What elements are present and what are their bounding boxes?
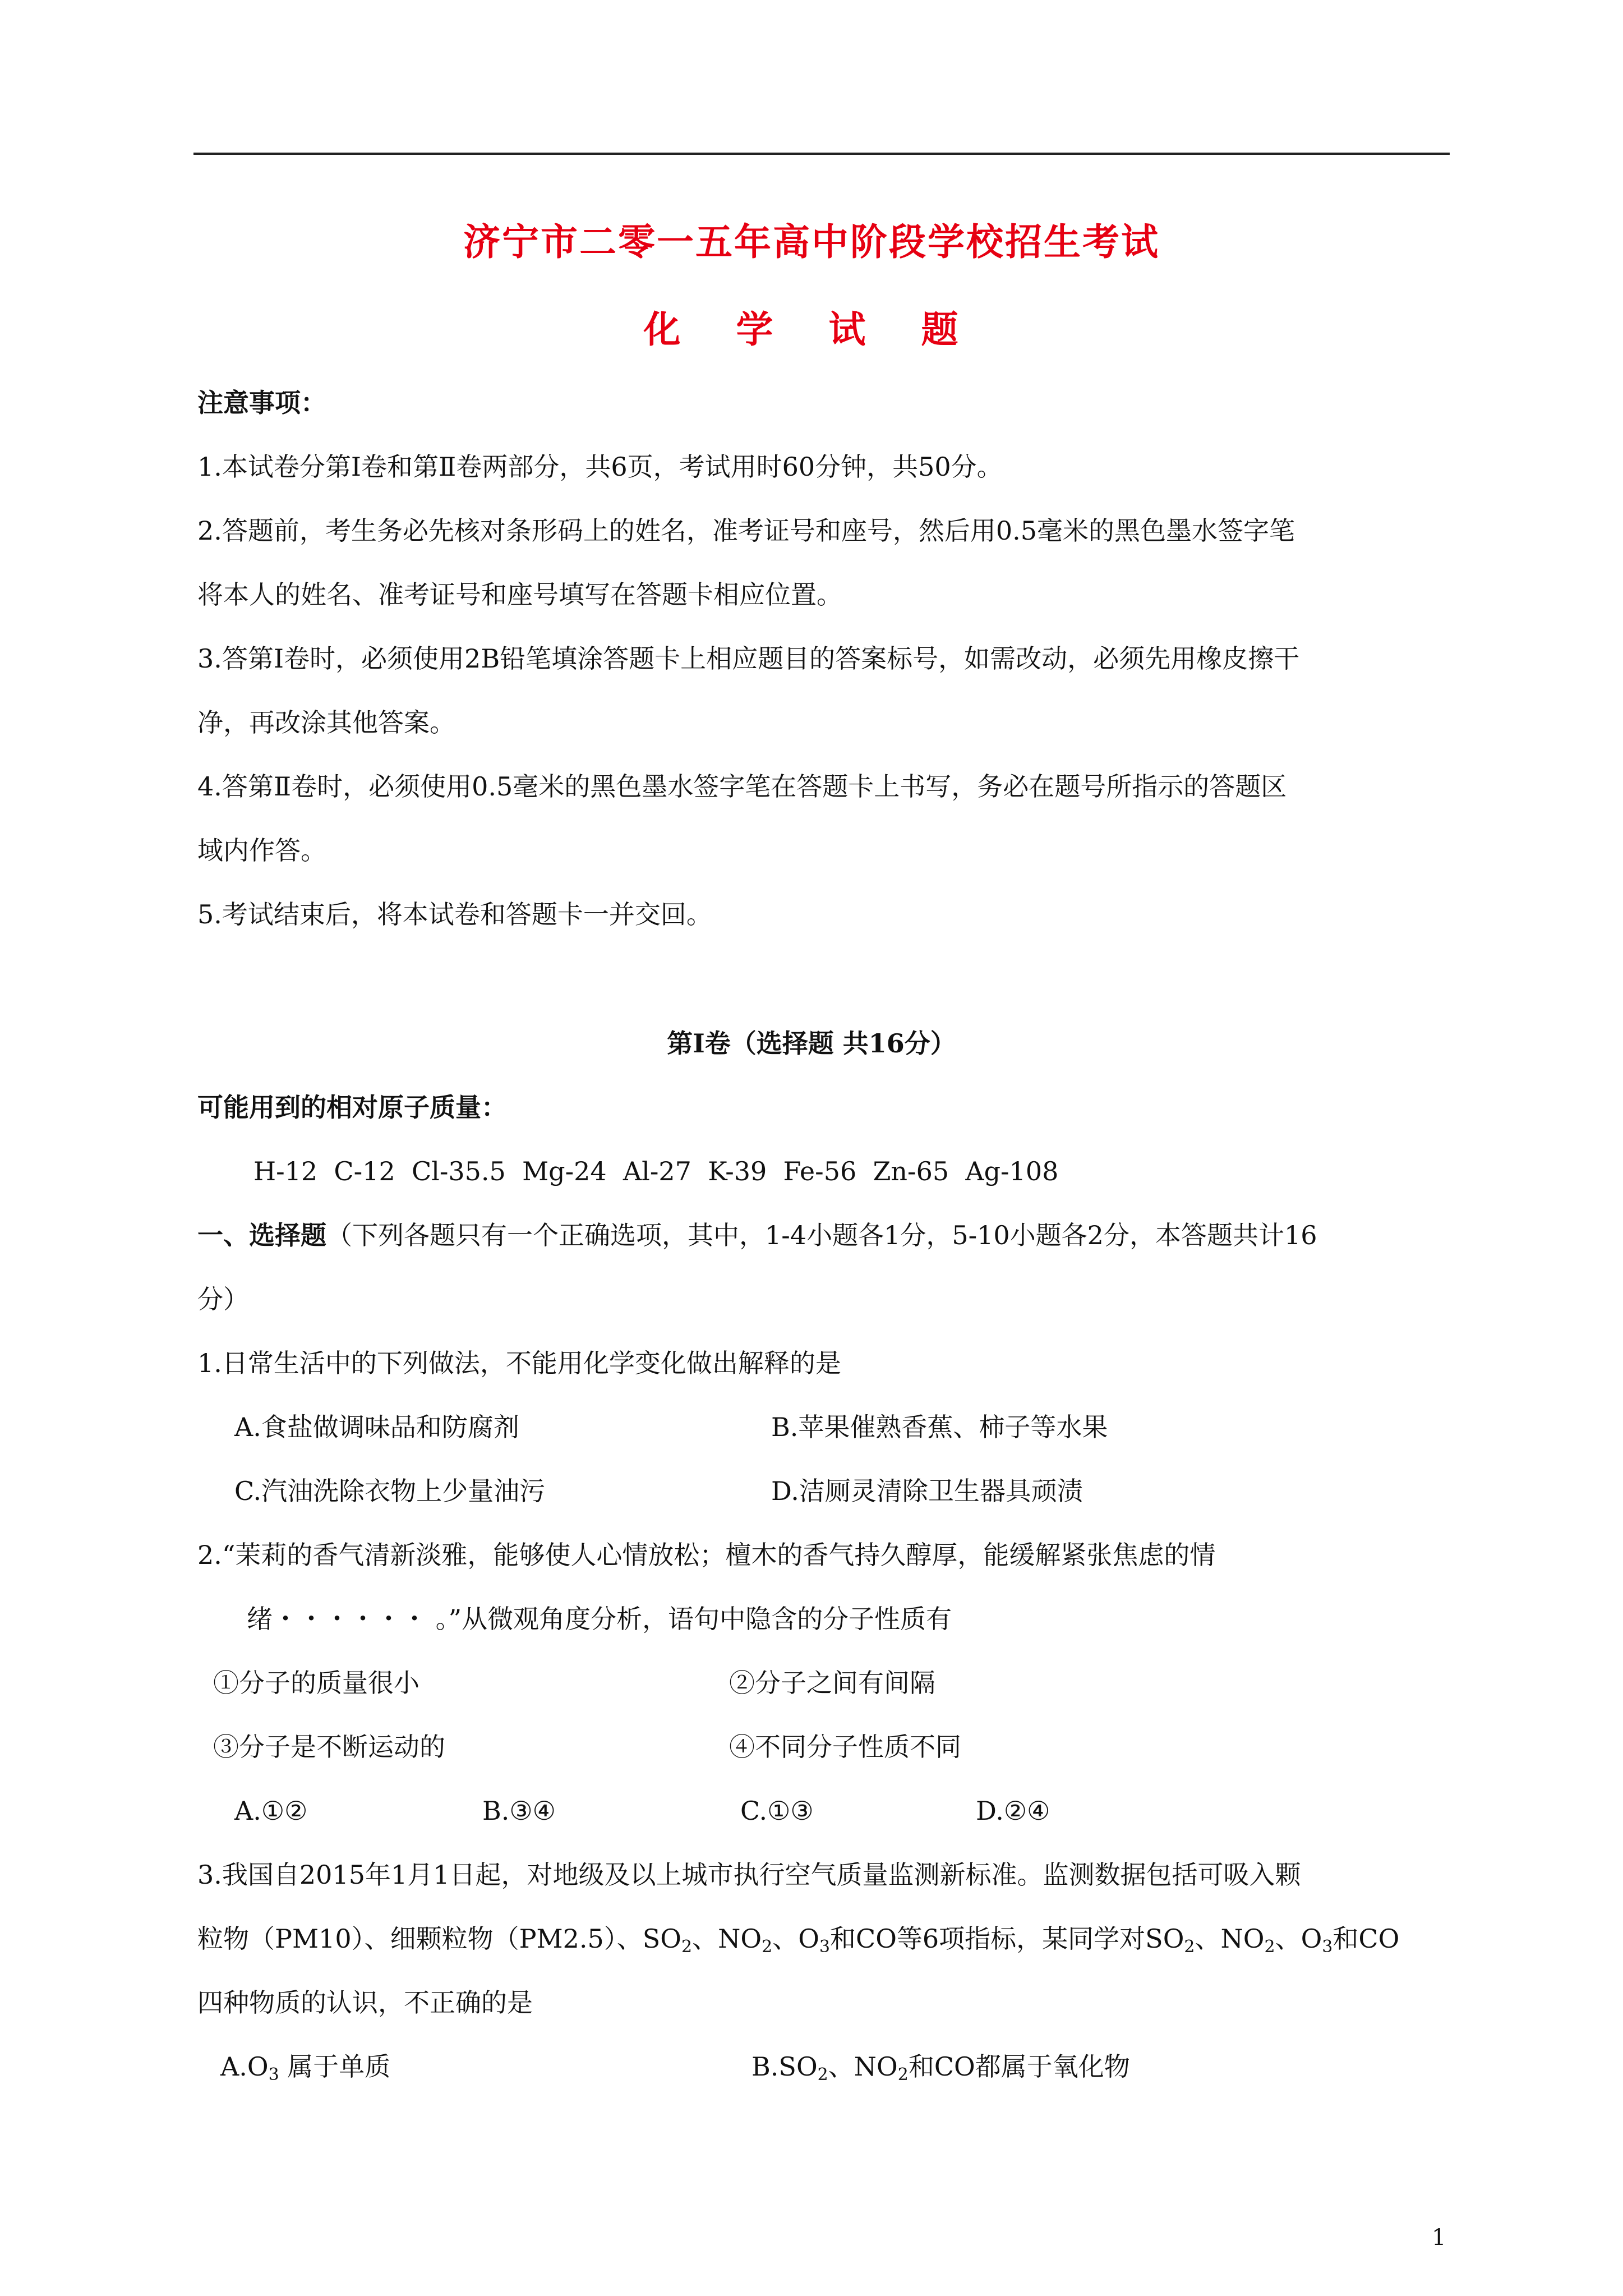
- question-2-option-b: B.③④: [482, 1796, 556, 1826]
- notice-item: 3.答第Ⅰ卷时，必须使用2B铅笔填涂答题卡上相应题目的答案标号，如需改动，必须先用橡皮擦干: [197, 643, 1300, 674]
- section-heading: 第Ⅰ卷（选择题 共16分）: [667, 1028, 956, 1059]
- question-3-stem-line-2: [197, 1922, 1399, 1955]
- notice-item: 净，再改涂其他答案。: [197, 707, 455, 738]
- part-instructions-end: 分）: [197, 1284, 249, 1314]
- q3-option-text: 和CO都属于氧化物: [908, 2051, 1130, 2082]
- question-1-option-c: C.汽油洗除衣物上少量油污: [234, 1476, 546, 1506]
- question-2-statement-3: ③分子是不断运动的: [213, 1732, 445, 1762]
- page-number: 1: [1432, 2225, 1446, 2251]
- exam-title: 济宁市二零一五年高中阶段学校招生考试: [463, 220, 1160, 264]
- question-3-option-a: [220, 2050, 390, 2083]
- part-instructions: [197, 1218, 1317, 1252]
- atomic-mass-heading: 可能用到的相对原子质量：: [197, 1092, 507, 1122]
- q3-option-text: A.O: [220, 2051, 269, 2082]
- question-2-option-c: C.①③: [740, 1796, 814, 1826]
- question-1-option-b: B.苹果催熟香蕉、柿子等水果: [771, 1412, 1108, 1442]
- q3-option-text: B.SO: [751, 2051, 818, 2082]
- q3-option-text: 、NO: [828, 2051, 898, 2082]
- notice-item: 2.答题前，考生务必先核对条形码上的姓名，准考证号和座号，然后用0.5毫米的黑色墨水签字笔: [197, 516, 1295, 546]
- q3-text: 和CO: [1332, 1924, 1400, 1954]
- notice-heading: 注意事项：: [197, 388, 326, 418]
- question-2-stem: 2.“茉莉的香气清新淡雅，能够使人心情放松；檀木的香气持久醇厚，能缓解紧张焦虑的情: [197, 1540, 1216, 1570]
- question-1-stem: 1.日常生活中的下列做法，不能用化学变化做出解释的是: [197, 1348, 841, 1378]
- question-3-option-b: [751, 2050, 1130, 2083]
- q3-text: 、NO: [692, 1924, 762, 1954]
- notice-item: 4.答第Ⅱ卷时，必须使用0.5毫米的黑色墨水签字笔在答题卡上书写，务必在题号所指示的答题区: [197, 771, 1287, 802]
- q3-text: 、O: [772, 1924, 819, 1954]
- question-2-statement-1: ①分子的质量很小: [213, 1668, 419, 1698]
- q3-text: 和CO等6项指标，某同学对SO: [830, 1924, 1184, 1954]
- part-label: 一、选择题: [197, 1220, 326, 1250]
- subscript: 2: [1184, 1937, 1195, 1957]
- subscript: 3: [268, 2065, 279, 2085]
- subscript: 2: [1264, 1937, 1275, 1957]
- question-2-statement-2: ②分子之间有间隔: [729, 1668, 935, 1698]
- question-2-statement-4: ④不同分子性质不同: [729, 1732, 961, 1762]
- notice-item: 1.本试卷分第Ⅰ卷和第Ⅱ卷两部分，共6页，考试用时60分钟，共50分。: [197, 452, 1003, 482]
- subscript: 2: [817, 2065, 828, 2085]
- notice-item: 域内作答。: [197, 835, 326, 866]
- q3-text: 粒物（PM10）、细颗粒物（PM2.5）、SO: [197, 1924, 682, 1954]
- q3-text: 、O: [1275, 1924, 1322, 1954]
- part-description: （下列各题只有一个正确选项，其中，1-4小题各1分，5-10小题各2分，本答题共计16: [326, 1220, 1317, 1250]
- subscript: 2: [681, 1937, 693, 1957]
- atomic-mass-list: H-12 C-12 Cl-35.5 Mg-24 Al-27 K-39 Fe-56 Zn-65 Ag-108: [253, 1156, 1059, 1186]
- notice-item: 5.考试结束后，将本试卷和答题卡一并交回。: [197, 899, 712, 930]
- question-2-stem-continued: 绪・・・・・・ 。”从微观角度分析，语句中隐含的分子性质有: [247, 1604, 952, 1634]
- subscript: 2: [897, 2065, 909, 2085]
- notice-item: 将本人的姓名、准考证号和座号填写在答题卡相应位置。: [197, 579, 842, 610]
- subscript: 3: [1322, 1937, 1333, 1957]
- header-rule: [193, 153, 1450, 155]
- exam-subtitle: 化 学 试 题: [643, 307, 980, 351]
- question-1-option-d: D.洁厕灵清除卫生器具顽渍: [771, 1476, 1083, 1506]
- question-1-option-a: A.食盐做调味品和防腐剂: [234, 1412, 519, 1442]
- question-3-stem-line-3: 四种物质的认识，不正确的是: [197, 1987, 533, 2018]
- question-2-option-d: D.②④: [976, 1796, 1050, 1826]
- q3-text: 、NO: [1195, 1924, 1265, 1954]
- subscript: 3: [819, 1937, 830, 1957]
- q3-option-text: 属于单质: [279, 2051, 391, 2082]
- question-2-option-a: A.①②: [234, 1796, 308, 1826]
- subscript: 2: [762, 1937, 773, 1957]
- question-3-stem: 3.我国自2015年1月1日起，对地级及以上城市执行空气质量监测新标准。监测数据包括可吸入颗: [197, 1860, 1301, 1890]
